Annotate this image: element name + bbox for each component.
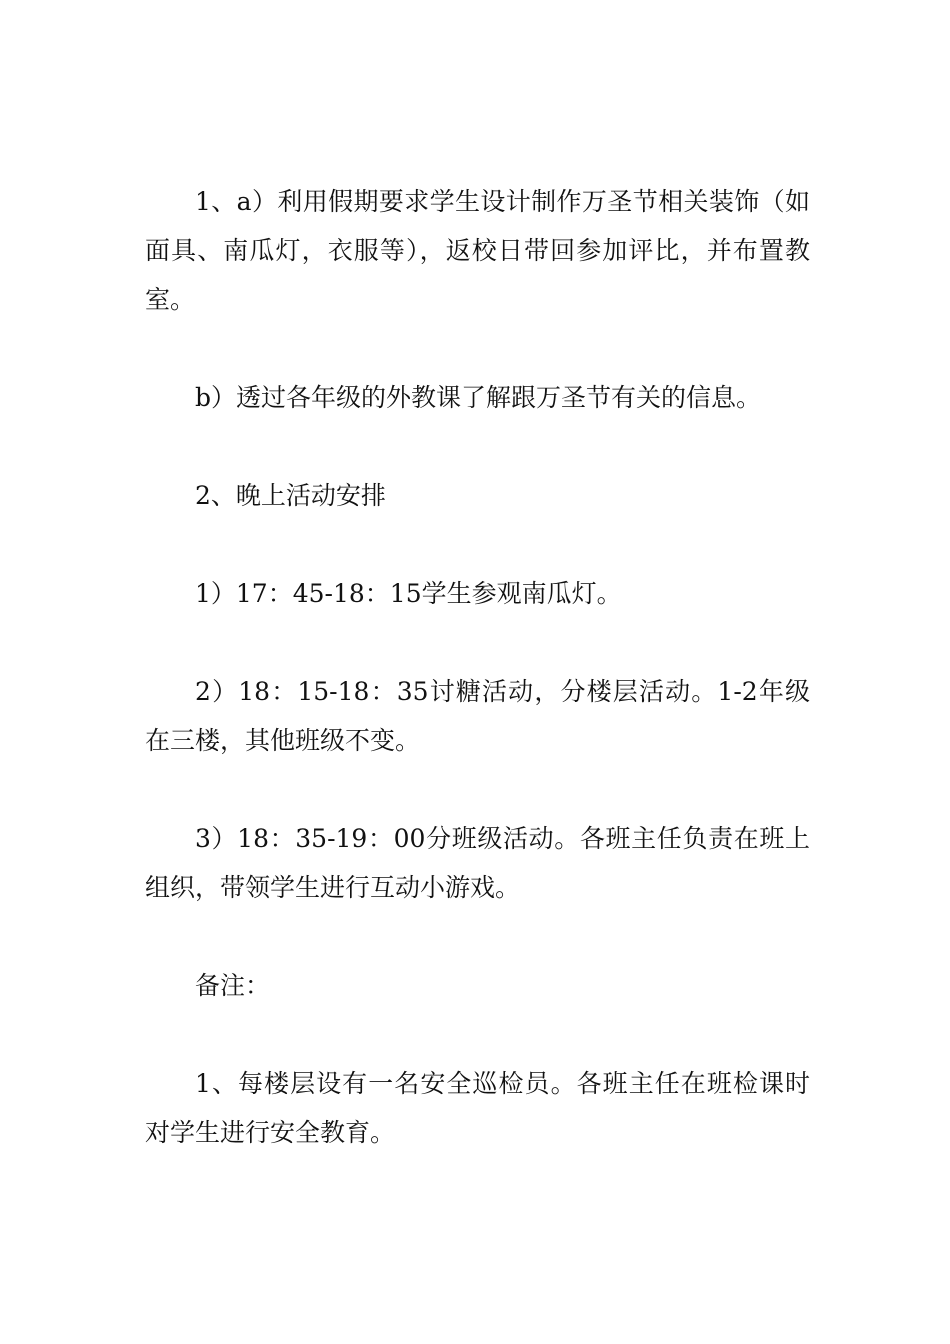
document-body bbox=[145, 177, 810, 1157]
paragraph-spacer bbox=[145, 1010, 810, 1059]
paragraph-foreign-teacher-class: b）透过各年级的外教课了解跟万圣节有关的信息。 bbox=[195, 383, 762, 412]
paragraph-spacer bbox=[145, 422, 810, 471]
paragraph-trick-or-treat: 2）18：15-18：35讨糖活动，分楼层活动。1-2年级在三楼，其他班级不变。 bbox=[145, 677, 810, 755]
paragraph-evening-schedule-heading: 2、晚上活动安排 bbox=[195, 481, 386, 510]
paragraph-spacer bbox=[145, 520, 810, 569]
paragraph-notes-heading: 备注： bbox=[195, 971, 271, 1000]
paragraph-spacer bbox=[145, 765, 810, 814]
paragraph-spacer bbox=[145, 912, 810, 961]
paragraph-spacer bbox=[145, 618, 810, 667]
paragraph-preparation-decorations: 1、a）利用假期要求学生设计制作万圣节相关装饰（如面具、南瓜灯，衣服等），返校日带回参加评比，并布置教室。 bbox=[145, 187, 810, 314]
paragraph-pumpkin-viewing: 1）17：45-18：15学生参观南瓜灯。 bbox=[195, 579, 622, 608]
paragraph-class-activity: 3）18：35-19：00分班级活动。各班主任负责在班上组织，带领学生进行互动小游戏。 bbox=[145, 824, 810, 902]
paragraph-safety-inspector: 1、每楼层设有一名安全巡检员。各班主任在班检课时对学生进行安全教育。 bbox=[145, 1069, 810, 1147]
paragraph-spacer bbox=[145, 324, 810, 373]
